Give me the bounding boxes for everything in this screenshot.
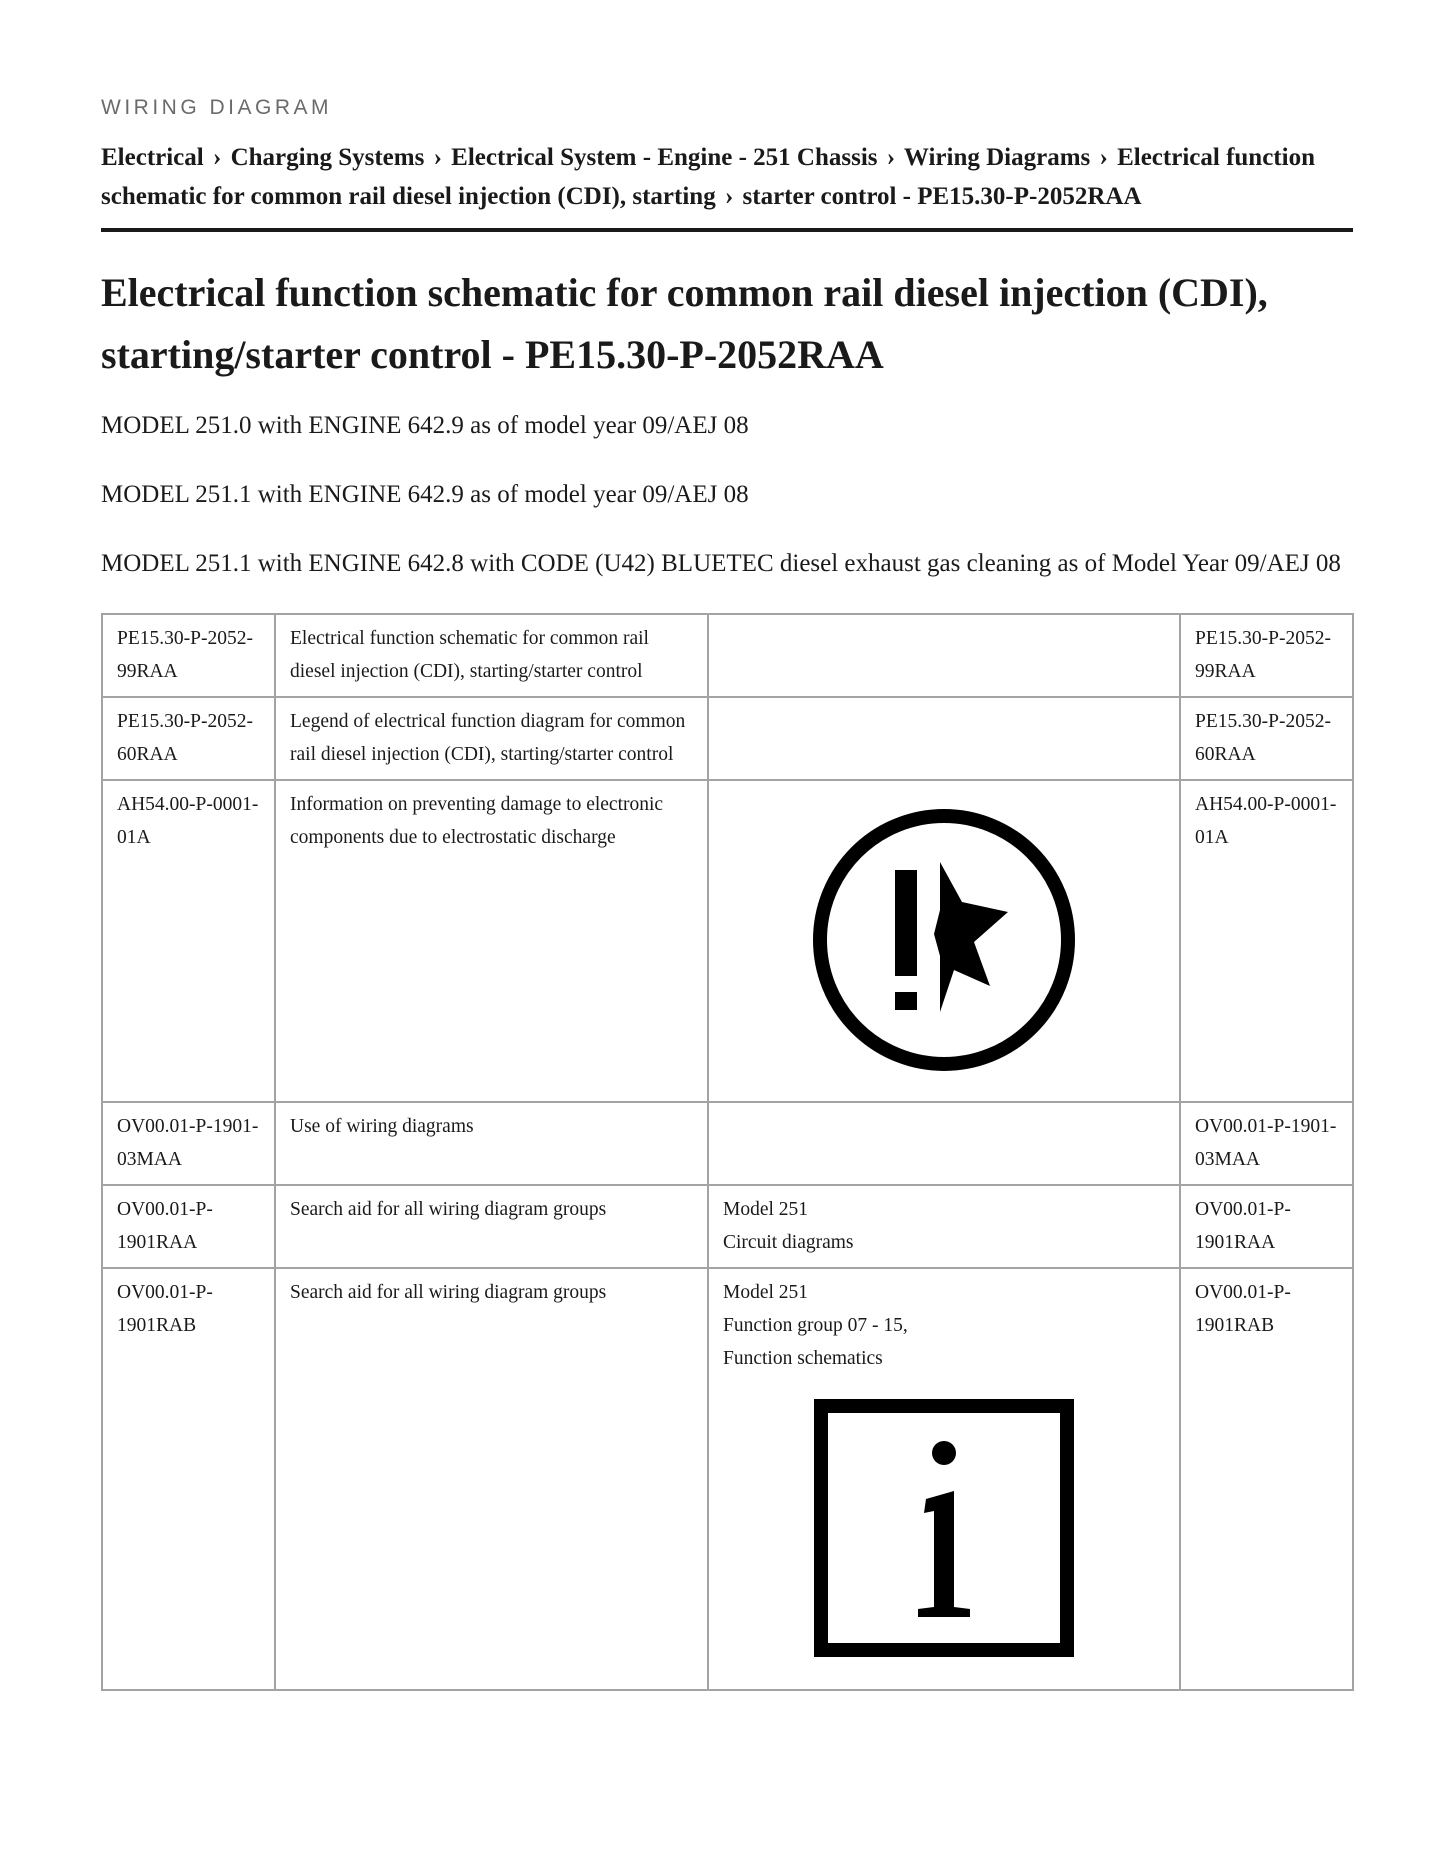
table-row <box>102 1268 1353 1690</box>
note-line: Circuit diagrams <box>723 1232 854 1253</box>
row-ref[interactable]: OV00.01-P-1901-03MAA <box>1180 1102 1353 1185</box>
breadcrumb-item-current: starter control - PE15.30-P-2052RAA <box>742 183 1142 210</box>
document-page <box>101 0 1353 1691</box>
table-row <box>102 1102 1353 1185</box>
breadcrumb-separator: › <box>433 144 442 171</box>
breadcrumb-separator: › <box>886 144 896 171</box>
note-line: Function group 07 - 15, <box>723 1315 908 1336</box>
page-title: Electrical function schematic for common rail diesel injection (CDI), starting/starter control - PE15.30-P-2052RAA <box>101 270 1268 377</box>
row-code[interactable]: OV00.01-P-1901RAB <box>102 1268 275 1690</box>
breadcrumb-item-function-schematic[interactable]: Electrical function schematic for common rail diesel injection (CDI), starting <box>101 144 1315 210</box>
row-note <box>708 697 1180 780</box>
reference-table <box>101 613 1354 1691</box>
note-line: Model 251 <box>723 1199 809 1220</box>
row-ref[interactable]: PE15.30-P-2052-99RAA <box>1180 614 1353 697</box>
row-ref[interactable]: AH54.00-P-0001-01A <box>1180 780 1353 1102</box>
row-description: Electrical function schematic for common rail diesel injection (CDI), starting/starter control <box>275 614 708 697</box>
breadcrumb-separator: › <box>724 183 734 210</box>
row-ref[interactable]: OV00.01-P-1901RAB <box>1180 1268 1353 1690</box>
breadcrumb-item-electrical[interactable]: Electrical <box>101 144 204 171</box>
row-description: Use of wiring diagrams <box>275 1102 708 1185</box>
model-line: MODEL 251.1 with ENGINE 642.9 as of model year 09/AEJ 08 <box>101 481 749 508</box>
row-description: Legend of electrical function diagram for common rail diesel injection (CDI), starting/starter control <box>275 697 708 780</box>
row-code[interactable]: AH54.00-P-0001-01A <box>102 780 275 1102</box>
row-note <box>708 780 1180 1102</box>
table-row <box>102 780 1353 1102</box>
section-kicker: WIRING DIAGRAM <box>101 96 332 119</box>
row-note <box>708 1102 1180 1185</box>
note-line: Model 251 <box>723 1282 809 1303</box>
breadcrumb-separator: › <box>212 144 222 171</box>
row-code[interactable]: OV00.01-P-1901RAA <box>102 1185 275 1268</box>
note-line: Function schematics <box>723 1348 883 1369</box>
breadcrumb-item-charging-systems[interactable]: Charging Systems <box>230 144 425 171</box>
breadcrumb <box>101 138 1353 232</box>
row-description: Search aid for all wiring diagram groups <box>275 1268 708 1690</box>
table-row <box>102 697 1353 780</box>
model-line: MODEL 251.1 with ENGINE 642.8 with CODE (U42) BLUETEC diesel exhaust gas cleaning as of Model Year 09/AEJ 08 <box>101 550 1341 577</box>
row-code[interactable]: PE15.30-P-2052-60RAA <box>102 697 275 780</box>
breadcrumb-item-electrical-system[interactable]: Electrical System - Engine - 251 Chassis <box>451 144 878 171</box>
table-row <box>102 614 1353 697</box>
row-note <box>708 614 1180 697</box>
row-description: Search aid for all wiring diagram groups <box>275 1185 708 1268</box>
row-note <box>708 1268 1180 1690</box>
row-ref[interactable]: PE15.30-P-2052-60RAA <box>1180 697 1353 780</box>
model-line: MODEL 251.0 with ENGINE 642.9 as of model year 09/AEJ 08 <box>101 412 749 439</box>
breadcrumb-item-wiring-diagrams[interactable]: Wiring Diagrams <box>903 144 1091 171</box>
info-icon <box>814 1399 1074 1657</box>
row-code[interactable]: PE15.30-P-2052-99RAA <box>102 614 275 697</box>
table-row <box>102 1185 1353 1268</box>
model-applicability <box>101 404 1353 585</box>
breadcrumb-separator: › <box>1099 144 1108 171</box>
row-note <box>708 1185 1180 1268</box>
esd-warning-icon <box>812 808 1076 1072</box>
row-ref[interactable]: OV00.01-P-1901RAA <box>1180 1185 1353 1268</box>
row-code[interactable]: OV00.01-P-1901-03MAA <box>102 1102 275 1185</box>
row-description: Information on preventing damage to electronic components due to electrostatic discharge <box>275 780 708 1102</box>
